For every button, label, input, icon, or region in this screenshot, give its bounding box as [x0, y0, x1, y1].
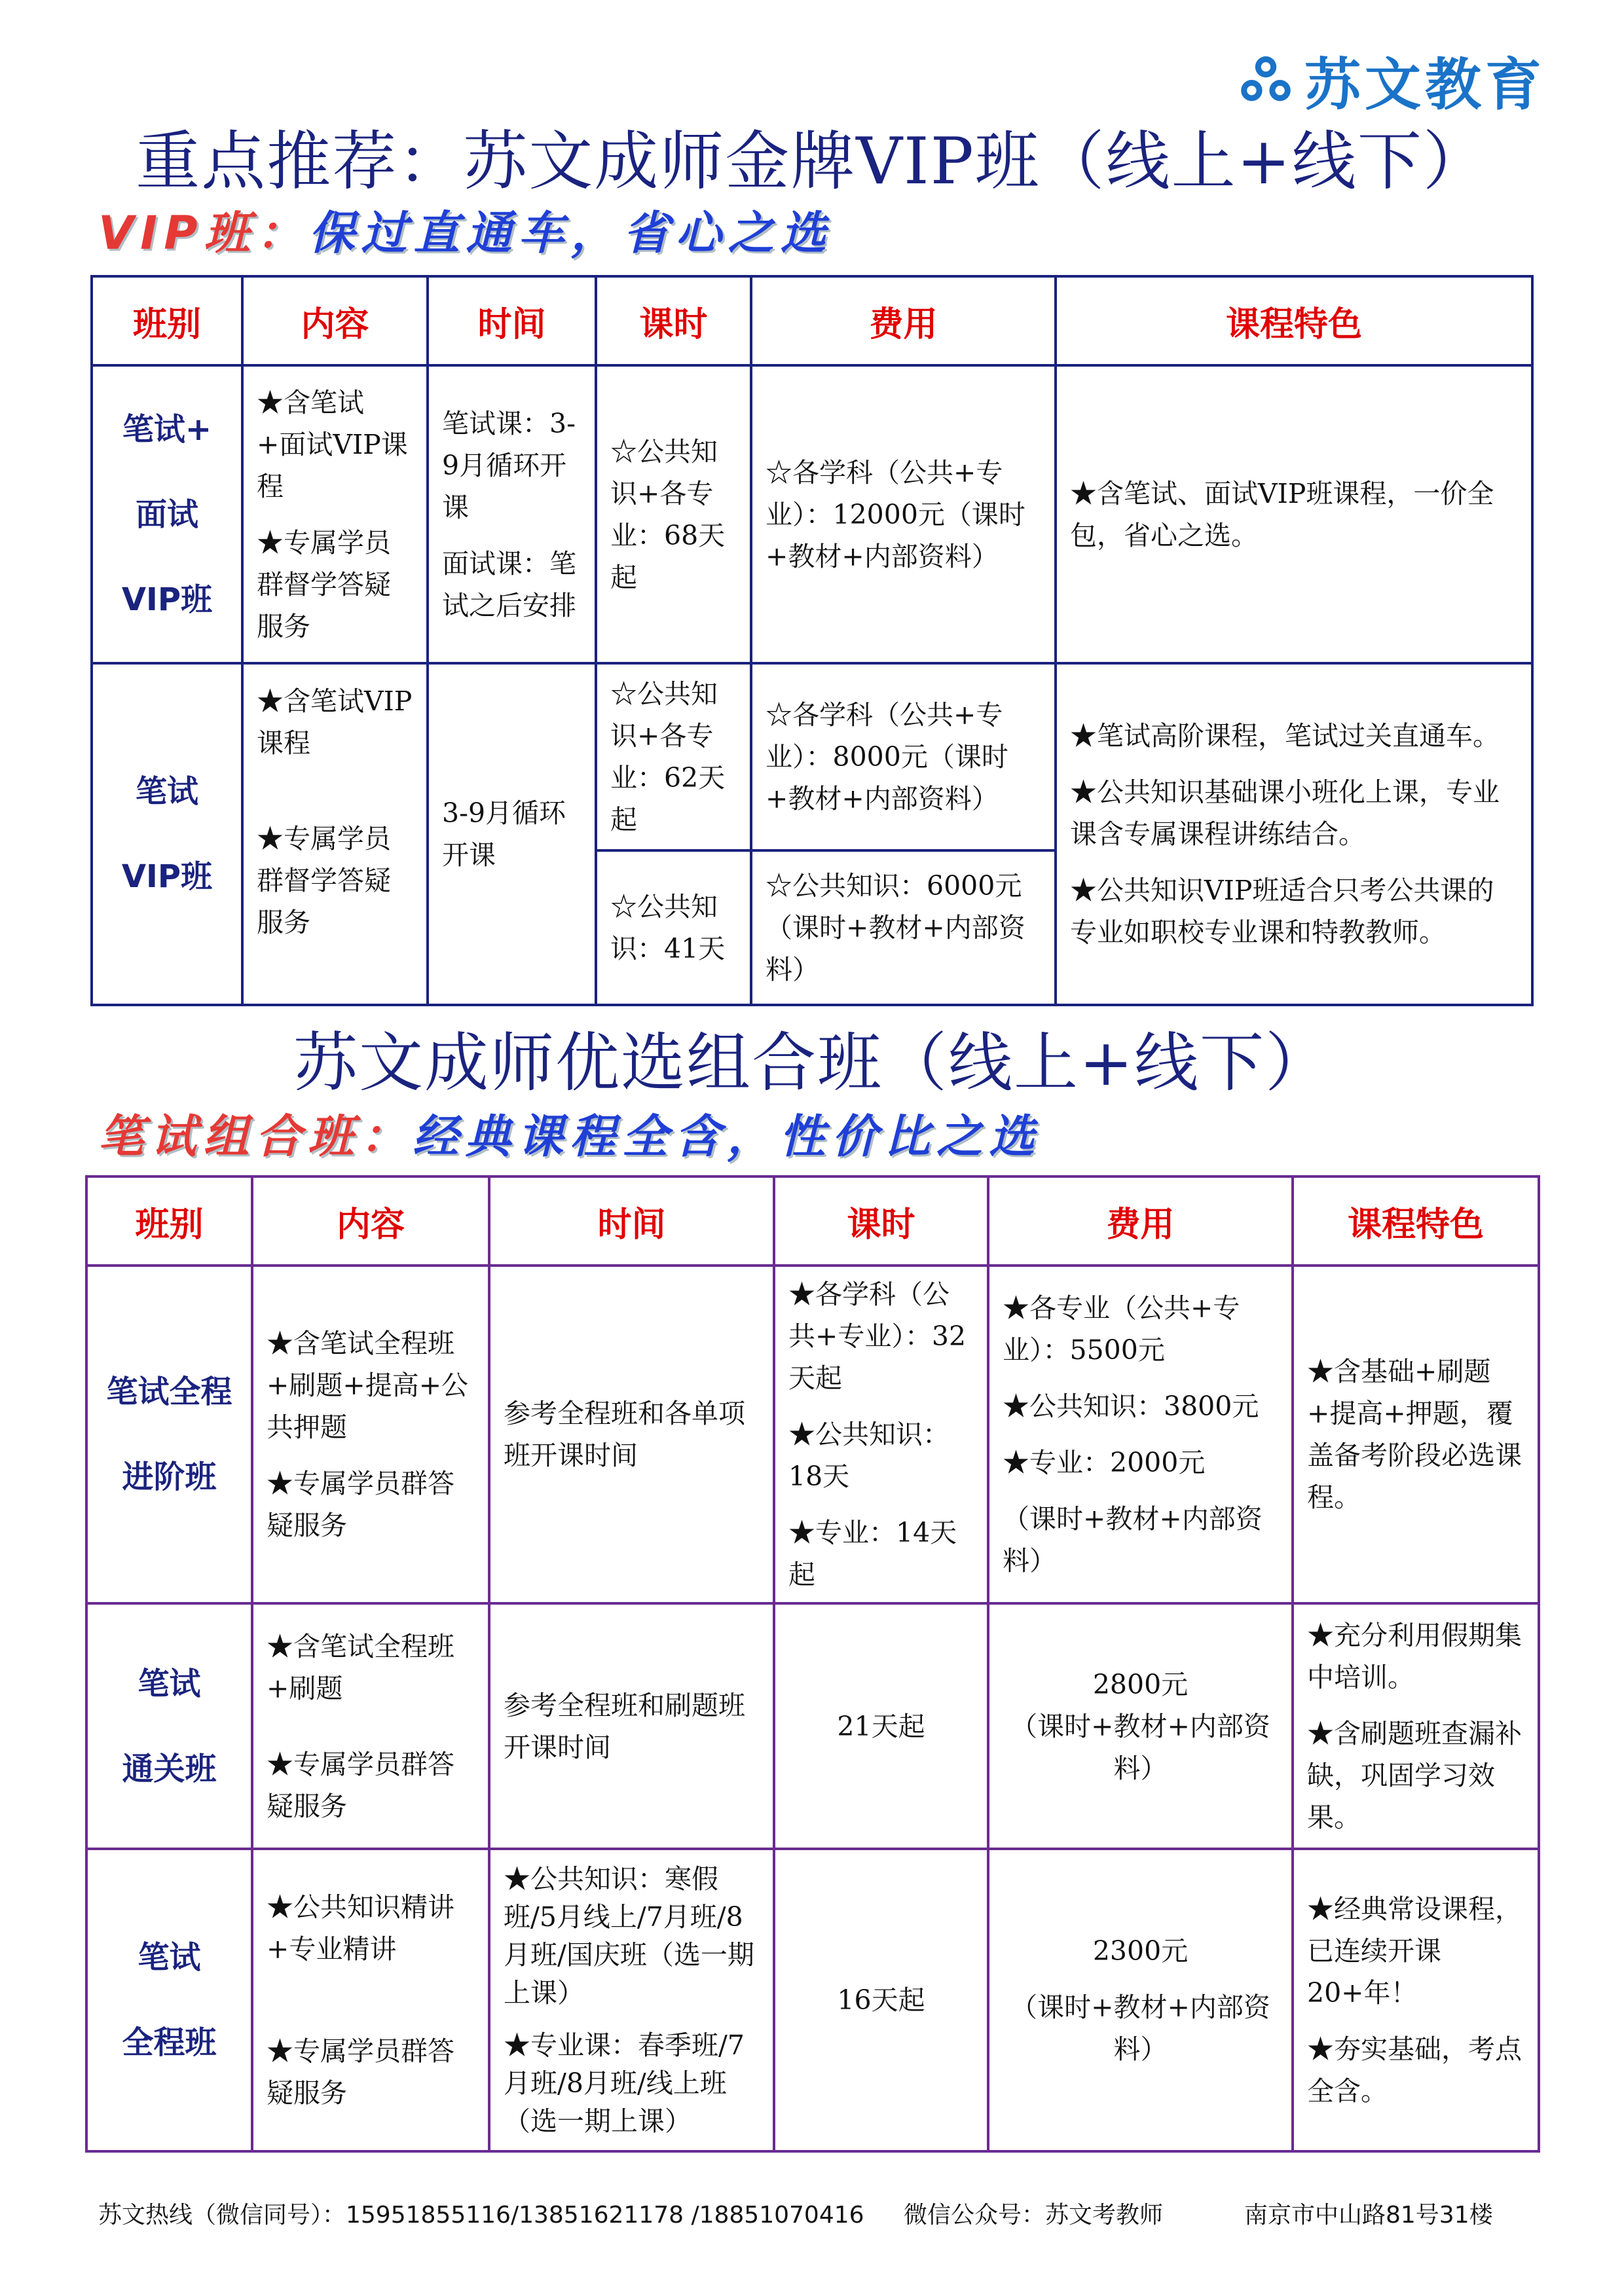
content-cell [252, 1266, 489, 1603]
fee-cell: ☆各学科（公共+专业）：8000元（课时+教材+内部资料） [751, 663, 1056, 850]
class-name [92, 663, 242, 1005]
header-fee: 费用 [751, 276, 1056, 365]
table-header-row [92, 276, 1532, 365]
feature-item: ★含基础+刷题+提高+押题，覆盖备考阶段必选课程。 [1307, 1356, 1522, 1513]
hours-item: 21天起 [837, 1710, 925, 1742]
hours-cell: ☆公共知识+各专业：68天起 [596, 365, 751, 663]
content-gap [267, 1724, 475, 1743]
section2-title: 苏文成师优选组合班（线上+线下） [293, 1026, 1331, 1101]
hours-cell: ☆公共知识+各专业：62天起 [596, 663, 751, 850]
feature-item: ★公共知识基础课小班化上课，专业课含专属课程讲练结合。 [1070, 776, 1500, 850]
footer-address: 南京市中山路81号31楼 [1244, 2202, 1493, 2229]
content-item: ★含笔试VIP课程 [257, 685, 413, 759]
time-item: ★公共知识：寒假班/5月线上/7月班/8月班/国庆班（选一期上课） [504, 1863, 754, 2009]
content-item: ★专属学员群答疑服务 [267, 1468, 454, 1541]
header-hours: 课时 [596, 276, 751, 365]
fee-item: 2300元 [1092, 1935, 1189, 1967]
table-row [92, 365, 1532, 663]
fee-item: 2800元 [1092, 1668, 1189, 1700]
content-item: ★含笔试全程班+刷题+提高+公共押题 [267, 1328, 469, 1443]
class-name-line: 笔试 [135, 773, 198, 810]
feature-cell [1056, 365, 1532, 663]
content-item: ★专属学员群答疑服务 [267, 1748, 454, 1822]
section1-title: 重点推荐：苏文成师金牌VIP班（线上+线下） [136, 124, 1488, 199]
fee-item: （课时+教材+内部资料） [1003, 1503, 1263, 1576]
content-gap [267, 1984, 475, 2030]
header-time: 时间 [428, 276, 596, 365]
feature-item: ★笔试高阶课程，笔试过关直通车。 [1070, 720, 1500, 752]
content-cell [252, 1849, 489, 2151]
class-name-line: VIP班 [121, 858, 213, 895]
class-name-line: 进阶班 [122, 1459, 217, 1495]
table-header-row [86, 1176, 1539, 1266]
time-item: 参考全程班和各单项班开课时间 [504, 1398, 745, 1471]
table-row [86, 1603, 1539, 1849]
feature-item: ★充分利用假期集中培训。 [1307, 1619, 1522, 1693]
content-cell [252, 1603, 489, 1849]
hours-cell: ☆公共知识：41天 [596, 850, 751, 1005]
hours-cell [774, 1849, 988, 2151]
section1-slogan-blue: 保过直通车，省心之选 [308, 206, 833, 260]
header-fee: 费用 [988, 1176, 1293, 1266]
header-content: 内容 [252, 1176, 489, 1266]
class-name-line: 笔试 [138, 1665, 201, 1702]
time-cell [428, 365, 596, 663]
logo [1236, 39, 1545, 120]
class-name-line: VIP班 [121, 581, 213, 618]
class-name-line: 笔试+ [122, 410, 212, 448]
time-cell [489, 1266, 774, 1603]
hours-item: ★各学科（公共+专业）：32天起 [788, 1279, 967, 1394]
time-item: ★专业课：春季班/7月班/8月班/线上班（选一期上课） [504, 2030, 745, 2137]
content-item: ★专属学员群督学答疑服务 [257, 823, 391, 938]
header-class: 班别 [86, 1176, 252, 1266]
header-class: 班别 [92, 276, 242, 365]
time-cell: 3-9月循环开课 [428, 663, 596, 1005]
hours-item: ★专业：14天起 [788, 1517, 957, 1590]
section1-slogan-red: VIP班： [98, 206, 309, 260]
class-name [86, 1849, 252, 2151]
header-content: 内容 [242, 276, 428, 365]
section2-slogan [98, 1100, 1041, 1166]
class-name [86, 1603, 252, 1849]
class-name [92, 365, 242, 663]
fee-cell [988, 1849, 1293, 2151]
fee-cell [988, 1603, 1293, 1849]
feature-cell [1293, 1266, 1539, 1603]
feature-item: ★公共知识VIP班适合只考公共课的专业如职校专业课和特教教师。 [1070, 875, 1494, 948]
feature-cell [1293, 1603, 1539, 1849]
content-item: ★含笔试+面试VIP课程 [257, 386, 408, 502]
content-item: ★公共知识精讲+专业精讲 [267, 1891, 454, 1965]
section1-slogan [98, 196, 833, 263]
section2-slogan-red: 笔试组合班： [98, 1110, 413, 1163]
logo-text: 苏文教育 [1304, 52, 1545, 118]
class-name-line: 笔试全程 [106, 1374, 232, 1410]
table-row [92, 663, 1532, 850]
table-row [86, 1266, 1539, 1603]
time-item: 参考全程班和刷题班开课时间 [504, 1689, 745, 1763]
hours-cell [774, 1266, 988, 1603]
hours-item: ★公共知识：18天 [788, 1419, 950, 1492]
footer [98, 2196, 1539, 2230]
content-cell [242, 663, 428, 1005]
time-item: 面试课：笔试之后安排 [442, 547, 576, 621]
content-item: ★专属学员群答疑服务 [267, 2035, 454, 2109]
fee-item: ★公共知识：3800元 [1003, 1391, 1259, 1422]
hours-cell [774, 1603, 988, 1849]
class-name [86, 1266, 252, 1603]
feature-item: ★含刷题班查漏补缺，巩固学习效果。 [1307, 1717, 1522, 1833]
header-time: 时间 [489, 1176, 774, 1266]
feature-cell [1293, 1849, 1539, 2151]
class-name-line: 通关班 [122, 1750, 217, 1787]
content-gap [257, 778, 413, 818]
footer-hotline: 苏文热线（微信同号）：15951855116/13851621178 /18851070416 [98, 2202, 864, 2229]
footer-wechat: 微信公众号：苏文考教师 [904, 2202, 1164, 2229]
header-hours: 课时 [774, 1176, 988, 1266]
feature-item: ★夯实基础，考点全含。 [1307, 2033, 1522, 2107]
header-feature: 课程特色 [1293, 1176, 1539, 1266]
time-item: 笔试课：3-9月循环开课 [442, 407, 576, 523]
fee-item: （课时+教材+内部资料） [1010, 1992, 1270, 2065]
combo-class-table [85, 1175, 1540, 2153]
class-name-line: 全程班 [122, 2024, 217, 2061]
class-name-line: 面试 [135, 496, 198, 533]
class-name-line: 笔试 [138, 1939, 201, 1976]
fee-cell: ☆各学科（公共+专业）：12000元（课时+教材+内部资料） [751, 365, 1056, 663]
fee-cell [988, 1266, 1293, 1603]
feature-cell [1056, 663, 1532, 1005]
feature-item: ★含笔试、面试VIP班课程，一价全包，省心之选。 [1070, 477, 1494, 551]
fee-item: ★专业：2000元 [1003, 1447, 1206, 1478]
logo-icon [1236, 50, 1295, 109]
vip-class-table [90, 275, 1534, 1006]
time-cell [489, 1849, 774, 2151]
section2-slogan-blue: 经典课程全含，性价比之选 [413, 1110, 1041, 1163]
header-feature: 课程特色 [1056, 276, 1532, 365]
content-item: ★专属学员群督学答疑服务 [257, 526, 391, 642]
table-row [86, 1849, 1539, 2151]
fee-cell: ☆公共知识：6000元（课时+教材+内部资料） [751, 850, 1056, 1005]
fee-item: （课时+教材+内部资料） [1010, 1710, 1270, 1784]
hours-item: 16天起 [837, 1984, 925, 2016]
content-cell [242, 365, 428, 663]
fee-item: ★各专业（公共+专业）：5500元 [1003, 1292, 1240, 1366]
feature-item: ★经典常设课程，已连续开课20+年！ [1307, 1893, 1522, 2009]
time-cell [489, 1603, 774, 1849]
content-item: ★含笔试全程班+刷题 [267, 1630, 454, 1704]
